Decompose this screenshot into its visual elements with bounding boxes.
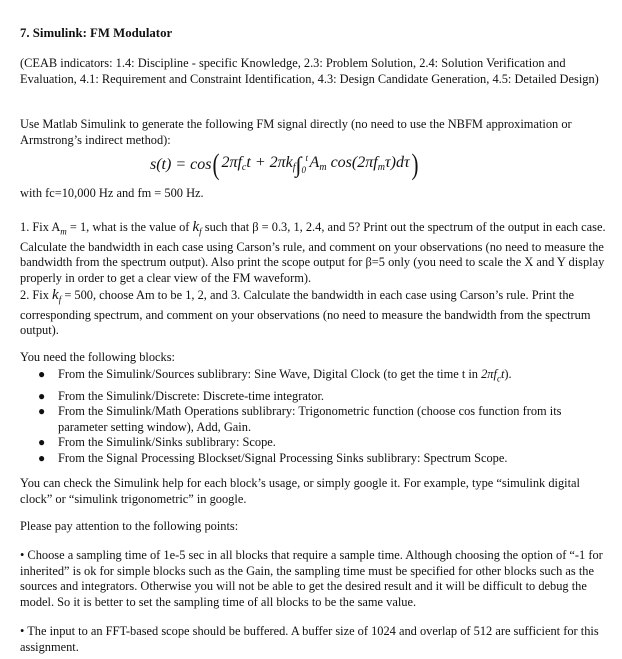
integral-symbol: ∫ t 0 bbox=[295, 152, 309, 178]
point-1: • Choose a sampling time of 1e-5 sec in all blocks that require a sample time. Although choosing the option of “-1 for inherited” is ok for simple blocks such as the Gain, the sampling time must be specified for other blocks such as the sources and integrators. Otherwise you will not be able to get the desired result and it will be difficult to debug the model. So it is better to set the sampling time of all blocks to be the same value. bbox=[20, 548, 603, 609]
list-item: ● From the Simulink/Sinks sublibrary: Scope. bbox=[38, 435, 276, 450]
equation-sub-m2: m bbox=[377, 161, 385, 173]
blocks-list bbox=[38, 367, 598, 466]
bullet-icon: ● bbox=[38, 388, 46, 403]
equation-sub-f: f bbox=[292, 161, 296, 173]
list-item: ● From the Simulink/Discrete: Discrete-time integrator. bbox=[38, 388, 324, 403]
blocks-intro: You need the following blocks: bbox=[20, 350, 175, 364]
list-item: ● From the Simulink/Math Operations sublibrary: Trigonometric function (choose cos function from its parameter setting window), Add, Gain. bbox=[38, 404, 562, 434]
q2-rest: = 500, choose Am to be 1, 2, and 3. Calculate the bandwidth in each case using Carson’s rule. Print the corresponding spectrum, and comment on your observations (no need to measure the bandwidth from the spectrum output). bbox=[20, 288, 591, 338]
equation-cos2: cos(2πf bbox=[330, 153, 378, 171]
q1-sub-m: m bbox=[60, 226, 67, 237]
question-2 bbox=[20, 288, 610, 339]
attention-line: Please pay attention to the following points: bbox=[20, 519, 239, 533]
q2-k: k bbox=[52, 287, 59, 303]
bullet-icon: ● bbox=[38, 435, 46, 450]
equation-close-paren: ) bbox=[411, 148, 419, 181]
equation-amp: A bbox=[309, 153, 320, 171]
fm-equation bbox=[150, 148, 420, 182]
equation-open-paren: ( bbox=[212, 148, 220, 181]
q1-rest: such that β = 0.3, 1, 2.4, and 5? Print out the spectrum of the output in each case. Calculate the bandwidth in each case using Carson’s rule, and comment on your observations (no need to measure the bandwidth from the spectrum output). Also print the scope output for β=5 only (you need to scale the X and Y display properly in order to get a clear view of the FM waveform). bbox=[20, 220, 606, 285]
q2-lead: 2. Fix bbox=[20, 288, 53, 302]
integral-lower-limit: 0 bbox=[301, 165, 307, 176]
intro-paragraph: Use Matlab Simulink to generate the following FM signal directly (no need to use the NBFM approximation or Armstrong’s indirect method): bbox=[20, 117, 572, 147]
parameters-line: with fc=10,000 Hz and fm = 500 Hz. bbox=[20, 186, 204, 200]
q1-k: k bbox=[192, 219, 200, 235]
bullet-icon: ● bbox=[38, 367, 46, 381]
bullet-icon: ● bbox=[38, 450, 46, 465]
help-paragraph: You can check the Simulink help for each block’s usage, or simply google it. For example, type “simulink digital clock” or “simulink trigonometric” in google. bbox=[20, 476, 581, 506]
q2-k-sub: f bbox=[58, 294, 62, 305]
q1-k-sub: f bbox=[199, 226, 202, 237]
section-title: 7. Simulink: FM Modulator bbox=[20, 26, 173, 40]
point-2: • The input to an FFT-based scope should be buffered. A buffer size of 1024 and overlap of 512 are sufficient for this assignment. bbox=[20, 624, 599, 654]
equation-sub-m: m bbox=[319, 161, 327, 173]
equation-lhs: s(t) = cos bbox=[150, 156, 212, 174]
integral-upper-limit: t bbox=[305, 153, 309, 164]
equation-tail: τ)dτ bbox=[384, 153, 410, 171]
question-1 bbox=[20, 220, 610, 286]
list-item: ● From the Simulink/Sources sublibrary: Sine Wave, Digital Clock (to get the time t in $2\pi f_ct$). bbox=[38, 367, 512, 384]
q1-mid: = 1, what is the value of bbox=[66, 220, 193, 234]
equation-term1b: t + 2πk bbox=[246, 153, 293, 171]
equation-term1: 2πf bbox=[221, 153, 242, 171]
bullet-icon: ● bbox=[38, 404, 46, 419]
list-item: ● From the Signal Processing Blockset/Signal Processing Sinks sublibrary: Spectrum Scope. bbox=[38, 450, 508, 465]
equation-sub-c: c bbox=[241, 161, 247, 173]
ceab-indicators: (CEAB indicators: 1.4: Discipline - specific Knowledge, 2.3: Problem Solution, 2.4: Solution Verification and Evaluation, 4.1: Requirement and Constraint Identification, 4.3: Design Candidate Generation, 4.5: Detailed Design) bbox=[20, 56, 599, 86]
q1-lead: 1. Fix A bbox=[20, 220, 61, 234]
